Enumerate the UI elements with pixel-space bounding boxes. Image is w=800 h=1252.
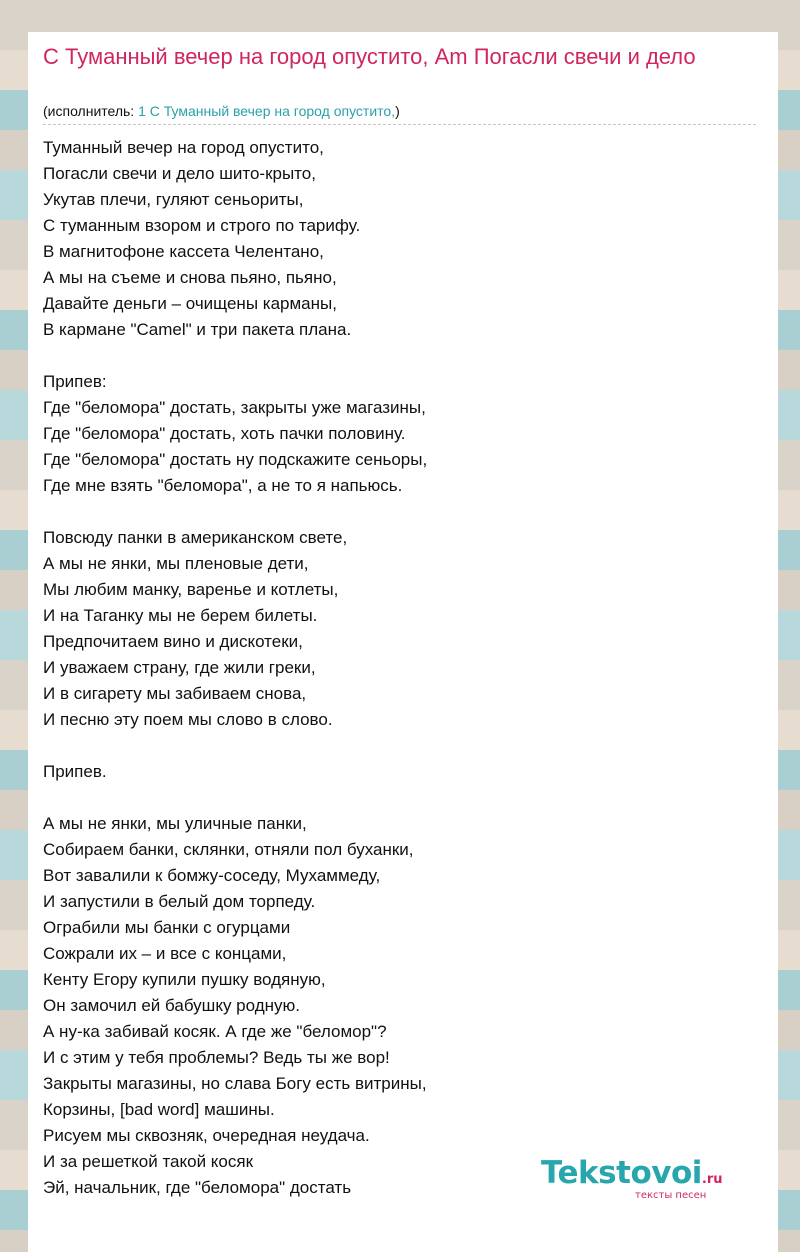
- lyric-line: Где "беломора" достать, закрыты уже магазины,: [43, 398, 426, 417]
- lyric-line: Туманный вечер на город опустито,: [43, 138, 324, 157]
- lyric-line: И с этим у тебя проблемы? Ведь ты же вор!: [43, 1048, 390, 1067]
- artist-suffix: ): [395, 103, 400, 119]
- lyric-line: Ограбили мы банки с огурцами: [43, 918, 291, 937]
- lyric-line: Рисуем мы сквозняк, очередная неудача.: [43, 1126, 370, 1145]
- lyric-line: Где мне взять "беломора", а не то я напьюсь.: [43, 476, 403, 495]
- lyric-line: В кармане "Camel" и три пакета плана.: [43, 320, 352, 339]
- content-sheet: [28, 32, 778, 1252]
- lyric-line: Корзины, [bad word] машины.: [43, 1100, 275, 1119]
- lyric-line: [43, 785, 758, 811]
- lyric-line: Давайте деньги – очищены карманы,: [43, 294, 337, 313]
- lyric-line: Припев:: [43, 372, 107, 391]
- lyric-line: Припев.: [43, 762, 107, 781]
- lyric-line: А ну-ка забивай косяк. А где же "беломор"?: [43, 1022, 387, 1041]
- lyric-line: Где "беломора" достать ну подскажите сеньоры,: [43, 450, 428, 469]
- lyrics-block: [43, 135, 758, 1201]
- lyric-line: Вот завалили к бомжу-соседу, Мухаммеду,: [43, 866, 381, 885]
- dashed-divider: [43, 124, 756, 125]
- lyric-line: И в сигарету мы забиваем снова,: [43, 684, 307, 703]
- lyric-line: Где "беломора" достать, хоть пачки половину.: [43, 424, 406, 443]
- lyric-line: Собираем банки, склянки, отняли пол буханки,: [43, 840, 414, 859]
- site-logo[interactable]: [541, 1155, 723, 1201]
- lyric-line: Повсюду панки в американском свете,: [43, 528, 348, 547]
- artist-line: [43, 102, 400, 120]
- lyric-line: Закрыты магазины, но слава Богу есть витрины,: [43, 1074, 427, 1093]
- lyric-line: [43, 343, 758, 369]
- lyric-line: И на Таганку мы не берем билеты.: [43, 606, 318, 625]
- lyric-line: А мы на съеме и снова пьяно, пьяно,: [43, 268, 337, 287]
- lyric-line: Предпочитаем вино и дискотеки,: [43, 632, 303, 651]
- logo-tld: .ru: [701, 1172, 723, 1187]
- lyric-line: В магнитофоне кассета Челентано,: [43, 242, 324, 261]
- artist-prefix: (исполнитель:: [43, 103, 139, 119]
- lyric-line: [43, 733, 758, 759]
- lyric-line: С туманным взором и строго по тарифу.: [43, 216, 361, 235]
- logo-brand: Tekstovoi: [541, 1155, 702, 1191]
- lyric-line: И уважаем страну, где жили греки,: [43, 658, 316, 677]
- lyric-line: Он замочил ей бабушку родную.: [43, 996, 300, 1015]
- lyric-line: А мы не янки, мы уличные панки,: [43, 814, 307, 833]
- lyric-line: А мы не янки, мы пленовые дети,: [43, 554, 309, 573]
- lyric-line: Сожрали их – и все с концами,: [43, 944, 287, 963]
- page-title: С Туманный вечер на город опустито, Am Погасли свечи и дело: [43, 44, 696, 69]
- lyric-line: [43, 499, 758, 525]
- lyric-line: И запустили в белый дом торпеду.: [43, 892, 316, 911]
- lyric-line: Эй, начальник, где "беломора" достать: [43, 1178, 352, 1197]
- lyric-line: Кенту Егору купили пушку водяную,: [43, 970, 326, 989]
- lyric-line: Погасли свечи и дело шито-крыто,: [43, 164, 316, 183]
- logo-tagline: тексты песен: [635, 1190, 707, 1201]
- lyric-line: Укутав плечи, гуляют сеньориты,: [43, 190, 304, 209]
- lyric-line: Мы любим манку, варенье и котлеты,: [43, 580, 339, 599]
- artist-link[interactable]: 1 С Туманный вечер на город опустито,: [138, 103, 396, 119]
- lyric-line: И песню эту поем мы слово в слово.: [43, 710, 333, 729]
- lyric-line: И за решеткой такой косяк: [43, 1152, 254, 1171]
